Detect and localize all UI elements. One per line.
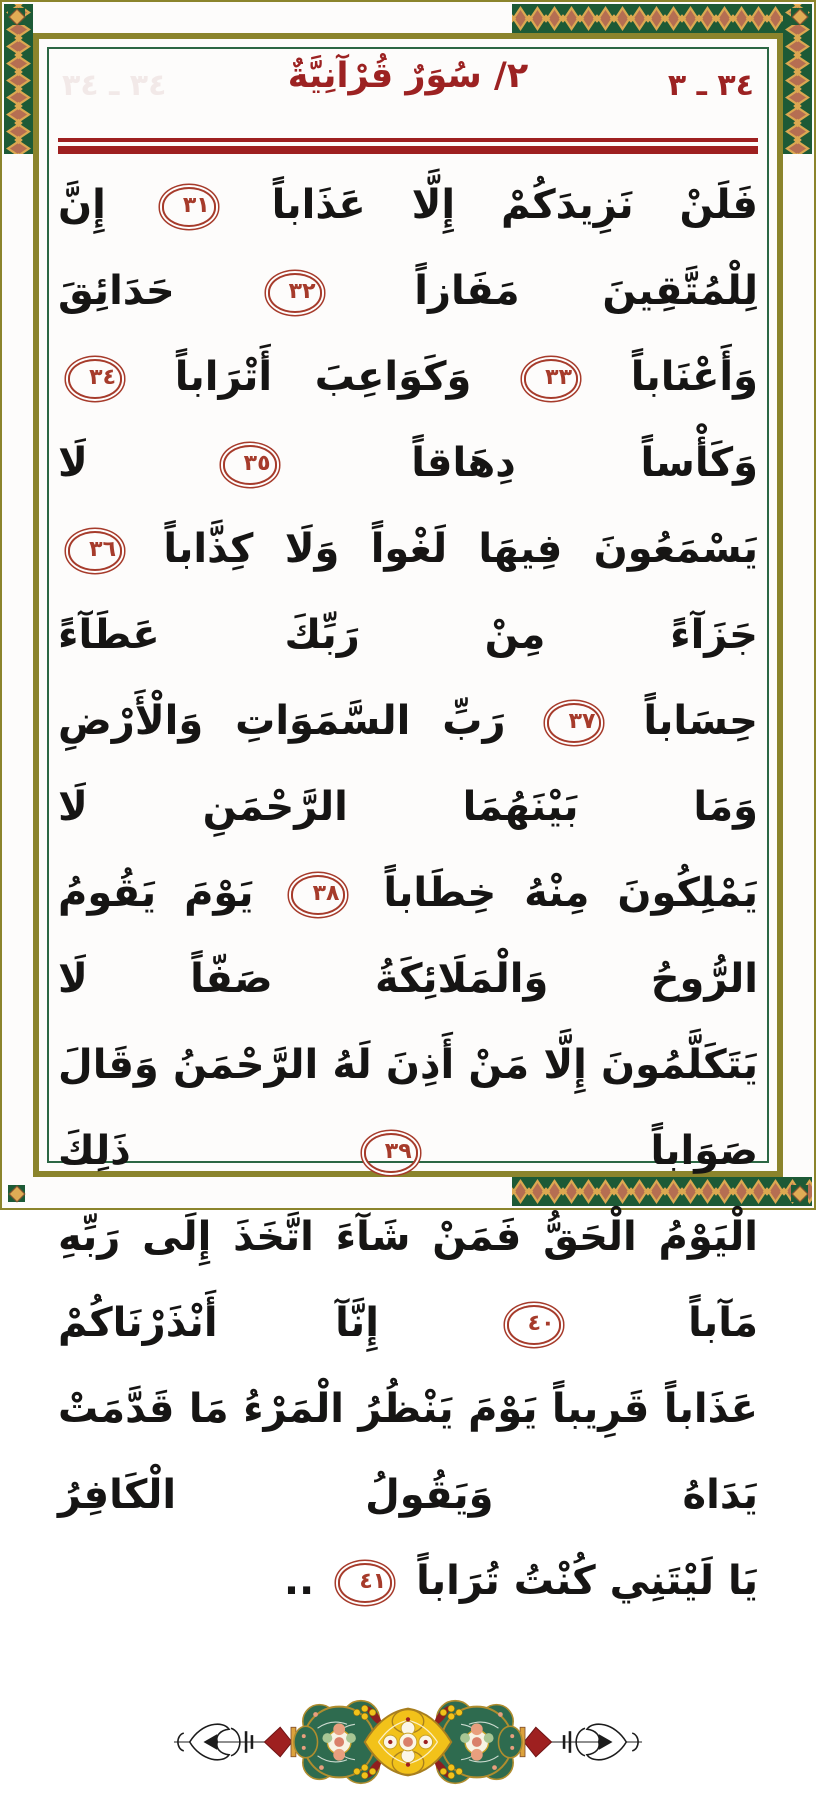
faint-page-note: ٣٤ ـ ٣٤ [62,68,167,103]
ayah-text: حِسَاباً [643,698,758,744]
ayah-text: جَزَآءً مِنْ رَبِّكَ عَطَآءً [58,612,758,658]
page-header [58,54,758,128]
lesson-page-number: ٣٤ ـ ٣ [667,68,754,103]
header-double-rule [58,138,758,154]
ayah-number-marker: ٣٨ [291,875,345,915]
border-right-ornament [783,4,812,154]
quran-line [58,506,758,678]
ayah-number-marker: ٣٧ [547,703,601,743]
ayah-text: عَذَاباً قَرِيباً يَوْمَ يَنْظُرُ الْمَرْءُ مَا قَدَّمَتْ يَدَاهُ وَيَقُولُ الْكَافِرُ [58,1386,758,1518]
ayah-text: وَأَعْنَاباً [630,354,758,400]
ayah-text: فَلَنْ نَزِيدَكُمْ إِلَّا عَذَاباً [271,182,758,228]
corner-diamond-icon [791,8,808,25]
corner-diamond-icon [791,1185,808,1202]
quran-text-block [58,162,758,1624]
quran-line [58,1538,758,1624]
ayah-number-marker: ٣٤ [68,359,122,399]
corner-diamond-icon [8,1185,25,1202]
quran-line [58,1022,758,1194]
ayah-number-marker: ٤٠ [507,1305,561,1345]
ayah-text: يَوْمَ يَقُومُ الرُّوحُ وَالْمَلَائِكَةُ صَفّاً لَا [58,870,758,1002]
ayah-number-marker: ٤١ [338,1563,392,1603]
ayah-number-marker: ٣٦ [68,531,122,571]
ayah-text: لَا [58,440,88,486]
bottom-divider-wrap [58,1672,758,1816]
corner-diamond-icon [8,8,25,25]
ayah-number-marker: ٣٢ [268,273,322,313]
border-left-ornament [4,4,33,154]
quran-line [58,1366,758,1538]
quran-line [58,334,758,506]
quran-line [58,162,758,334]
ayah-number-marker: ٣٥ [223,445,277,485]
ayah-text: يَا لَيْتَنِي كُنْتُ تُرَاباً [416,1558,758,1604]
ayah-text: يَمْلِكُونَ مِنْهُ خِطَاباً [383,870,758,916]
ayah-number-marker: ٣١ [162,187,216,227]
ayah-text: يَسْمَعُونَ فِيهَا لَغْواً وَلَا كِذَّاباً [163,526,758,572]
quran-line [58,1194,758,1366]
ayah-text: ذَلِكَ [58,1128,131,1174]
quran-line [58,678,758,850]
ayah-text: الْيَوْمُ الْحَقُّ فَمَنْ شَآءَ اتَّخَذَ إِلَى رَبِّهِ مَآباً [58,1214,758,1346]
ayah-text: رَبِّ السَّمَوَاتِ وَالْأَرْضِ وَمَا بَيْنَهُمَا الرَّحْمَنِ لَا [58,698,758,830]
page-title: ٢/ سُوَرٌ قُرْآنِيَّةٌ [287,56,529,96]
ayah-text: حَدَائِقَ [58,268,175,314]
ayah-text: .. [283,1558,315,1604]
page-content [58,54,758,1604]
quran-line [58,850,758,1022]
floral-arabesque-divider-icon [172,1672,644,1812]
ayah-text: إِنَّ لِلْمُتَّقِينَ مَفَازاً [58,182,758,314]
ayah-text: إِنَّآ أَنْذَرْنَاكُمْ [58,1300,379,1346]
ayah-text: وَكَوَاعِبَ أَتْرَاباً [174,354,472,400]
border-top-ornament [512,4,812,33]
ayah-number-marker: ٣٩ [364,1133,418,1173]
ayah-number-marker: ٣٣ [524,359,578,399]
ayah-text: وَكَأْساً دِهَاقاً [411,440,758,486]
ayah-text: يَتَكَلَّمُونَ إِلَّا مَنْ أَذِنَ لَهُ الرَّحْمَنُ وَقَالَ صَوَاباً [58,1042,758,1174]
